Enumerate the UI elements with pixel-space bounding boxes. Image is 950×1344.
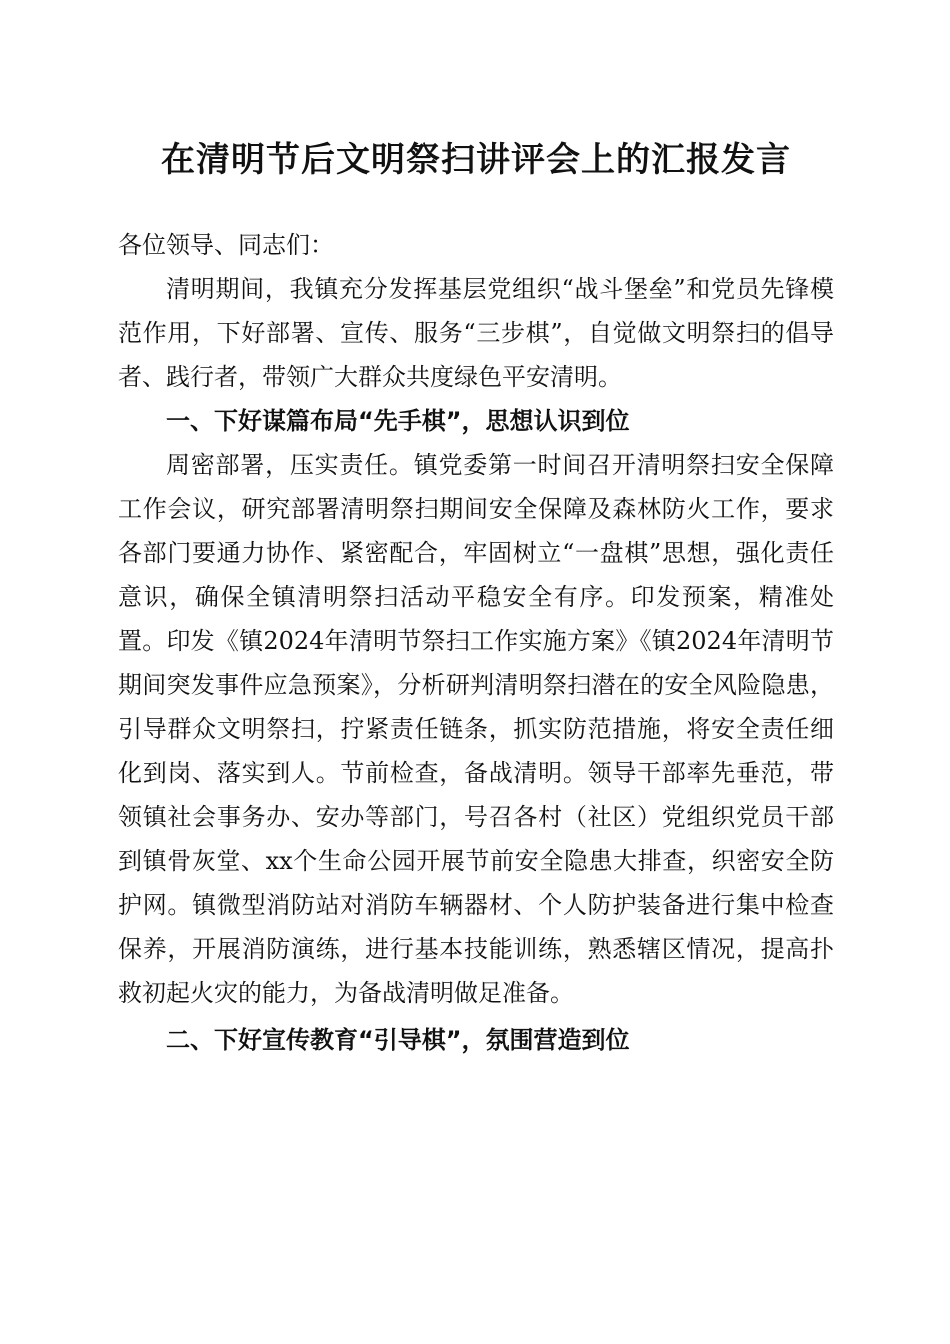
intro-paragraph: 清明期间，我镇充分发挥基层党组织“战斗堡垒”和党员先锋模范作用，下好部署、宣传、服务“三步棋”，自觉做文明祭扫的倡导者、践行者，带领广大群众共度绿色平安清明。	[118, 275, 834, 391]
section-1-heading: 一、下好谋篇布局“先手棋”，思想认识到位	[166, 407, 630, 435]
section-2-heading: 二、下好宣传教育“引导棋”，氛围营造到位	[166, 1026, 630, 1054]
section-1-body: 周密部署，压实责任。镇党委第一时间召开清明祭扫安全保障工作会议，研究部署清明祭扫期间安全保障及森林防火工作，要求各部门要通力协作、紧密配合，牢固树立“一盘棋”思想，强化责任意识，确保全镇清明祭扫活动平稳安全有序。印发预案，精准处置。印发《镇2024年清明节祭扫工作实施方案》《镇2024年清明节期间突发事件应急预案》，分析研判清明祭扫潜在的安全风险隐患，引导群众文明祭扫，拧紧责任链条，抓实防范措施，将安全责任细化到岗、落实到人。节前检查，备战清明。领导干部率先垂范，带领镇社会事务办、安办等部门，号召各村（社区）党组织党员干部到镇骨灰堂、xx个生命公园开展节前安全隐患大排查，织密安全防护网。镇微型消防站对消防车辆器材、个人防护装备进行集中检查保养，开展消防演练，进行基本技能训练，熟悉辖区情况，提高扑救初起火灾的能力，为备战清明做足准备。	[118, 451, 834, 1007]
salutation: 各位领导、同志们：	[118, 231, 334, 259]
document-title: 在清明节后文明祭扫讲评会上的汇报发言	[161, 140, 791, 180]
